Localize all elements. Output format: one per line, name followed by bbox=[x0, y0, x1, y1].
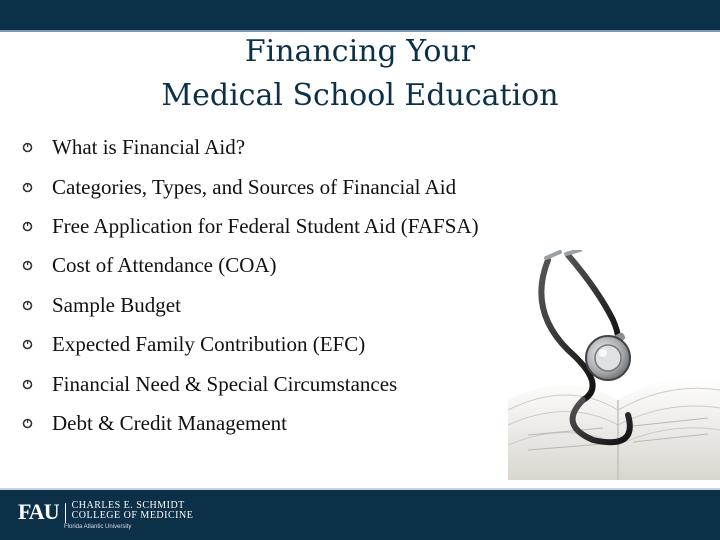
slide-title bbox=[0, 30, 720, 118]
bullet-text: What is Financial Aid? bbox=[52, 135, 246, 160]
bullet-circle-icon bbox=[22, 142, 33, 153]
list-item bbox=[22, 207, 479, 246]
bullet-text: Expected Family Contribution (EFC) bbox=[52, 332, 366, 357]
list-item bbox=[22, 167, 479, 206]
bullet-text: Financial Need & Special Circumstances bbox=[52, 371, 398, 396]
logo-line-1: CHARLES E. SCHMIDT bbox=[71, 500, 185, 511]
bullet-list bbox=[22, 128, 479, 443]
logo-text bbox=[72, 501, 194, 521]
bullet-circle-icon bbox=[22, 182, 33, 193]
list-item bbox=[22, 128, 479, 167]
bullet-circle-icon bbox=[22, 418, 33, 429]
title-line-1: Financing Your bbox=[244, 34, 476, 69]
bullet-circle-icon bbox=[22, 260, 33, 271]
list-item bbox=[22, 364, 479, 403]
bullet-text: Cost of Attendance (COA) bbox=[52, 253, 277, 278]
header-bar bbox=[0, 0, 720, 30]
list-item bbox=[22, 404, 479, 443]
logo-mark: FAU bbox=[18, 499, 59, 524]
bullet-circle-icon bbox=[22, 379, 33, 390]
bullet-text: Free Application for Federal Student Aid (FAFSA) bbox=[52, 213, 479, 238]
bullet-text: Categories, Types, and Sources of Financial Aid bbox=[52, 174, 457, 199]
list-item bbox=[22, 246, 479, 285]
stethoscope-on-book-photo bbox=[508, 250, 720, 480]
bullet-text: Sample Budget bbox=[52, 292, 181, 317]
bullet-circle-icon bbox=[22, 300, 33, 311]
logo-line-2: COLLEGE OF MEDICINE bbox=[71, 510, 194, 521]
title-line-2: Medical School Education bbox=[161, 78, 559, 113]
logo-subtitle: Florida Atlantic University bbox=[64, 524, 132, 530]
bullet-circle-icon bbox=[22, 221, 33, 232]
logo-separator bbox=[65, 503, 66, 523]
bullet-circle-icon bbox=[22, 339, 33, 350]
list-item bbox=[22, 286, 479, 325]
bullet-text: Debt & Credit Management bbox=[52, 410, 288, 435]
list-item bbox=[22, 325, 479, 364]
